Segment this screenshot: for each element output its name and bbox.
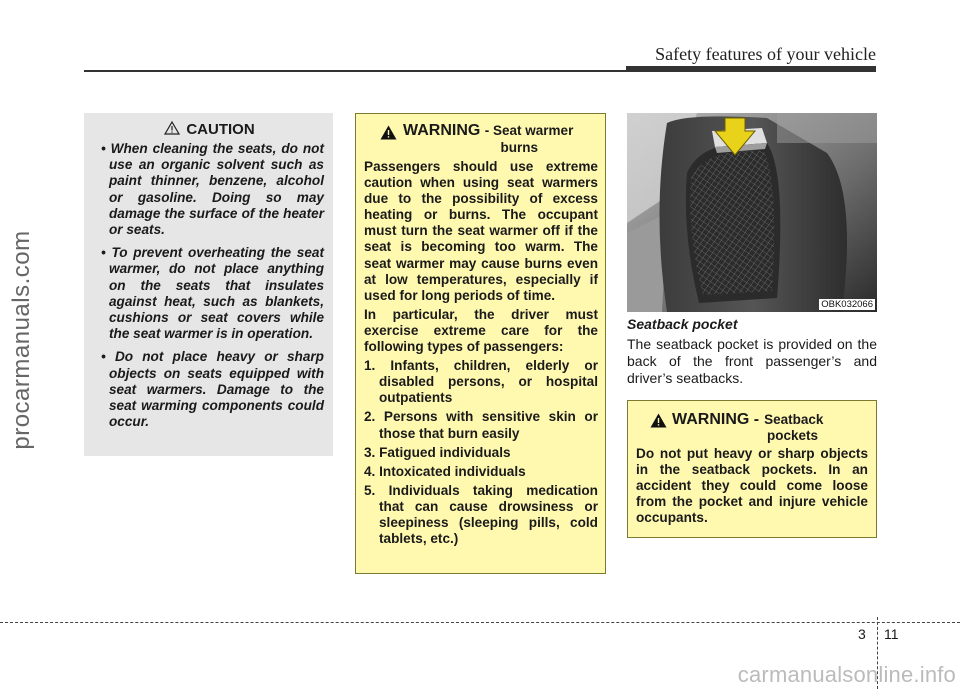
warning-label: WARNING - bbox=[672, 411, 760, 428]
caution-title: CAUTION bbox=[186, 121, 255, 138]
caution-heading bbox=[95, 121, 324, 138]
warning-title-cont: burns bbox=[500, 140, 538, 155]
header-title: Safety features of your vehicle bbox=[655, 44, 876, 64]
warning-list bbox=[364, 358, 598, 547]
warning-seatback-box bbox=[627, 400, 877, 538]
warning-title: - Seat warmer bbox=[484, 123, 574, 138]
warning-list-item: 1. Infants, children, elderly or disabled persons, or hospital outpatients bbox=[364, 358, 598, 406]
section-body: The seatback pocket is provided on the back of the front passenger’s and driver’s seatbacks. bbox=[627, 336, 877, 386]
page-number: 11 bbox=[884, 626, 899, 642]
warning-triangle-icon bbox=[650, 413, 667, 428]
warning-triangle-icon bbox=[380, 125, 397, 140]
seatback-pocket-photo bbox=[627, 113, 877, 312]
seatback-pocket-illustration bbox=[627, 113, 877, 312]
warning-list-item: 2. Persons with sensitive skin or those that burn easily bbox=[364, 409, 598, 441]
warning-list-item: 3. Fatigued individuals bbox=[364, 444, 511, 460]
footer-rule bbox=[0, 622, 960, 623]
warning-heading bbox=[636, 411, 868, 429]
warning-label: WARNING bbox=[403, 122, 481, 139]
warning-heading bbox=[364, 122, 598, 140]
caution-box bbox=[84, 113, 333, 456]
caution-list bbox=[95, 141, 324, 430]
section-title: Seatback pocket bbox=[627, 316, 738, 332]
caution-triangle-icon bbox=[164, 121, 180, 135]
warning-title-cont: pockets bbox=[766, 428, 818, 443]
caution-item: • To prevent overheating the seat warmer, do not place anything on the seats that insulates against heat, such as blankets, cushions or seat covers while the seat warmer is in operation. bbox=[101, 245, 324, 342]
warning-list-item: 4. Intoxicated individuals bbox=[364, 463, 526, 479]
warning-body: Do not put heavy or sharp objects in the seatback pockets. In an accident they could come loose from the pocket and injure vehicle occupants. bbox=[636, 446, 868, 525]
chapter-number: 3 bbox=[858, 626, 866, 642]
warning-paragraph: Passengers should use extreme caution when using seat warmers due to the possibility of excess heating or burns. The occupant must turn the seat warmer off if the seat is becoming too warm. The seat warmer may cause burns even at low temperatures, especially if used for long periods of time. bbox=[364, 159, 598, 303]
warning-paragraph: In particular, the driver must exercise extreme care for the following types of passengers: bbox=[364, 306, 598, 355]
caution-item: • When cleaning the seats, do not use an organic solvent such as paint thinner, benzene, alcohol or gasoline. Doing so may damage the surface of the heater or seats. bbox=[101, 141, 324, 238]
header-bar bbox=[626, 66, 876, 71]
caution-item: • Do not place heavy or sharp objects on seats equipped with seat warmers. Damage to the seat warming components could occur. bbox=[101, 349, 324, 430]
side-watermark: procarmanuals.com bbox=[8, 230, 35, 450]
figure-code: OBK032066 bbox=[821, 299, 873, 310]
warning-seat-warmer-box bbox=[355, 113, 606, 574]
warning-title: Seatback bbox=[764, 412, 824, 427]
bottom-watermark: carmanualsonline.info bbox=[737, 662, 956, 687]
warning-list-item: 5. Individuals taking medication that can cause drowsiness or sleepiness (sleeping pills, cold tablets, etc.) bbox=[364, 482, 598, 547]
